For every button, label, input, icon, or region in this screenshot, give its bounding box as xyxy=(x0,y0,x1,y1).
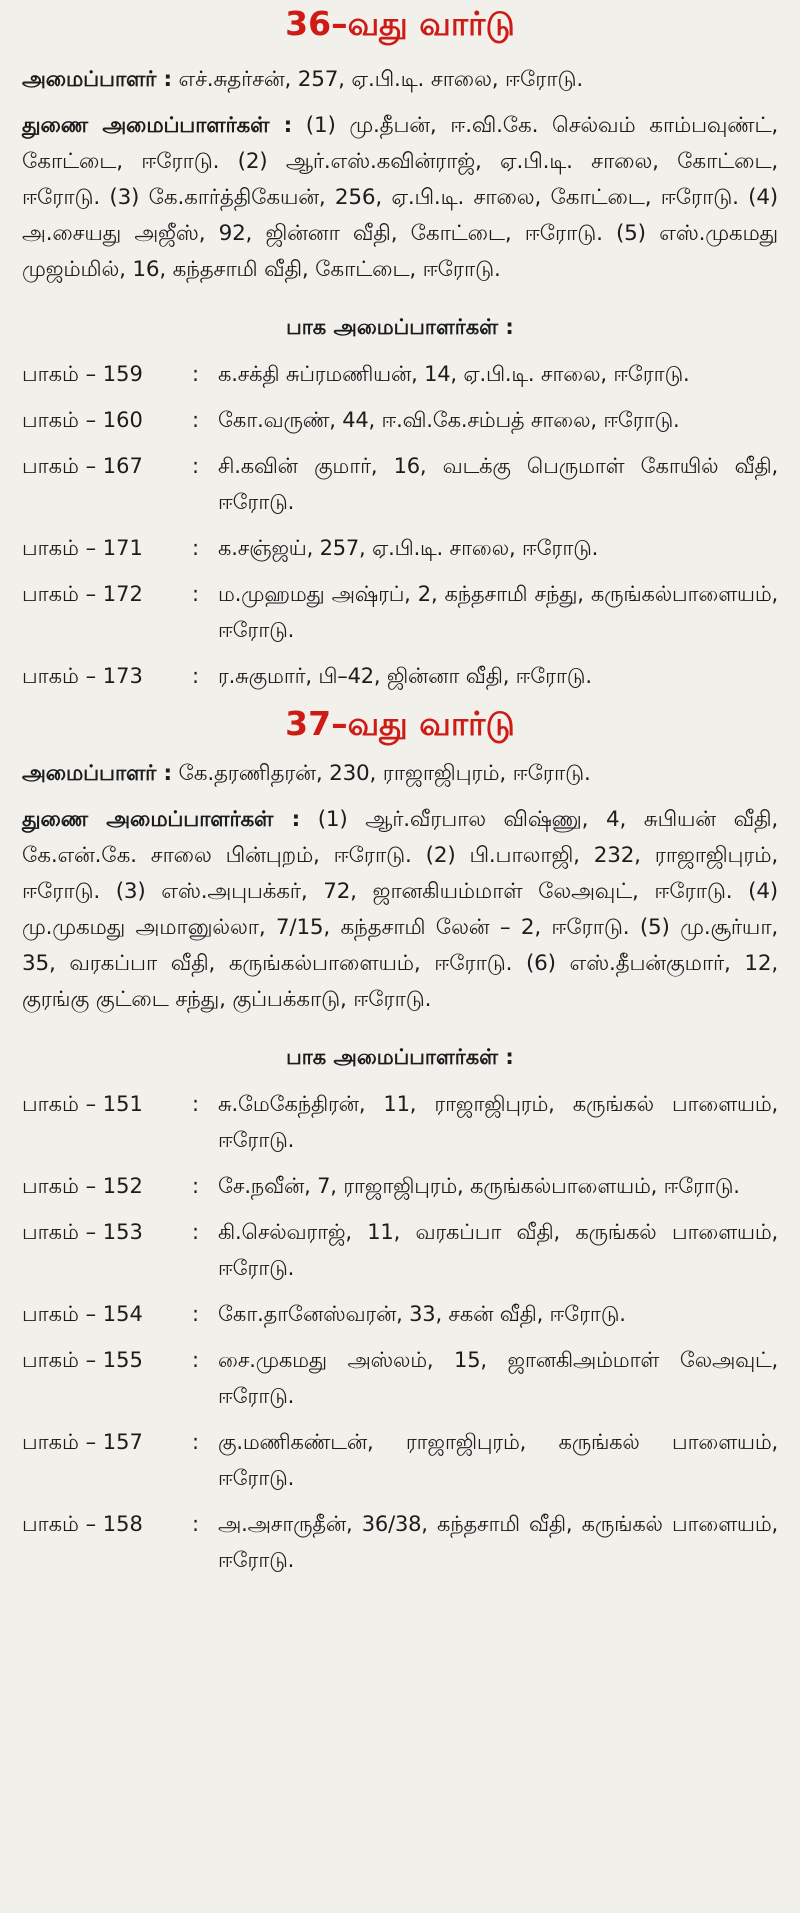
part-row xyxy=(22,658,778,694)
part-organizer: சே.நவீன், 7, ராஜாஜிபுரம், கருங்கல்பாளையம், ஈரோடு. xyxy=(218,1174,740,1198)
separator: : xyxy=(192,362,200,386)
part-number: பாகம் – 171 xyxy=(22,536,143,560)
deputies-label: துணை அமைப்பாளர்கள் : xyxy=(22,113,293,138)
separator: : xyxy=(192,1512,200,1536)
organizer-label: அமைப்பாளர் : xyxy=(22,67,172,92)
separator: : xyxy=(192,1302,200,1326)
separator: : xyxy=(192,582,200,606)
separator: : xyxy=(192,1430,200,1454)
ward-37-part-list xyxy=(22,1086,778,1578)
part-organizer: க.சஞ்ஜய், 257, ஏ.பி.டி. சாலை, ஈரோடு. xyxy=(218,536,599,560)
part-row xyxy=(22,1086,778,1158)
part-organizer: ம.முஹமது அஷ்ரப், 2, கந்தசாமி சந்து, கருங்கல்பாளையம், ஈரோடு. xyxy=(218,582,778,642)
ward-36-deputies xyxy=(22,108,778,288)
separator: : xyxy=(192,536,200,560)
part-row xyxy=(22,1214,778,1286)
part-row xyxy=(22,576,778,648)
deputies-label: துணை அமைப்பாளர்கள் : xyxy=(22,807,300,832)
ward-37-title: 37–வது வார்டு xyxy=(285,704,515,743)
separator: : xyxy=(192,1092,200,1116)
part-number: பாகம் – 157 xyxy=(22,1430,143,1454)
part-organizer: ர.சுகுமார், பி–42, ஜின்னா வீதி, ஈரோடு. xyxy=(218,664,592,688)
ward-36-part-organizers-heading: பாக அமைப்பாளர்கள் : xyxy=(286,315,514,339)
part-number: பாகம் – 172 xyxy=(22,582,143,606)
part-number: பாகம் – 167 xyxy=(22,454,143,478)
separator: : xyxy=(192,454,200,478)
part-organizer: கோ.வருண், 44, ஈ.வி.கே.சம்பத் சாலை, ஈரோடு. xyxy=(218,408,680,432)
part-organizer: அ.அசாருதீன், 36/38, கந்தசாமி வீதி, கருங்கல் பாளையம், ஈரோடு. xyxy=(218,1512,778,1572)
part-number: பாகம் – 159 xyxy=(22,362,143,386)
organizer-text: கே.தரணிதரன், 230, ராஜாஜிபுரம், ஈரோடு. xyxy=(178,761,591,786)
part-row xyxy=(22,1342,778,1414)
part-organizer: சு.மேகேந்திரன், 11, ராஜாஜிபுரம், கருங்கல் பாளையம், ஈரோடு. xyxy=(218,1092,778,1152)
part-row xyxy=(22,402,778,438)
part-organizer: கோ.தானேஸ்வரன், 33, சகன் வீதி, ஈரோடு. xyxy=(218,1302,626,1326)
part-number: பாகம் – 158 xyxy=(22,1512,143,1536)
part-number: பாகம் – 173 xyxy=(22,664,143,688)
part-row xyxy=(22,448,778,520)
organizer-label: அமைப்பாளர் : xyxy=(22,761,172,786)
ward-37-organizer xyxy=(22,756,778,792)
ward-37-part-organizers-heading: பாக அமைப்பாளர்கள் : xyxy=(286,1045,514,1069)
part-number: பாகம் – 151 xyxy=(22,1092,143,1116)
part-row xyxy=(22,1424,778,1496)
part-row xyxy=(22,1506,778,1578)
part-organizer: சை.முகமது அஸ்லம், 15, ஜானகிஅம்மாள் லேஅவுட், ஈரோடு. xyxy=(218,1348,778,1408)
part-organizer: க.சக்தி சுப்ரமணியன், 14, ஏ.பி.டி. சாலை, ஈரோடு. xyxy=(218,362,690,386)
organizer-text: எச்.சுதர்சன், 257, ஏ.பி.டி. சாலை, ஈரோடு. xyxy=(178,67,584,92)
ward-37-deputies xyxy=(22,802,778,1018)
ward-36-part-list xyxy=(22,356,778,694)
deputies-text: (1) ஆர்.வீரபால விஷ்ணு, 4, சுபியன் வீதி, கே.என்.கே. சாலை பின்புறம், ஈரோடு. (2) பி.பாலாஜி, 232, ராஜாஜிபுரம், ஈரோடு. (3) எஸ்.அபுபக்கர், 72, ஜானகியம்மாள் லேஅவுட், ஈரோடு. (4) மு.முகமது அமானுல்லா, 7/15, கந்தசாமி லேன் – 2, ஈரோடு. (5) மு.சூர்யா, 35, வரகப்பா வீதி, கருங்கல்பாளையம், ஈரோடு. (6) எஸ்.தீபன்குமார், 12, குரங்கு குட்டை சந்து, குப்பக்காடு, ஈரோடு. xyxy=(22,807,779,1012)
part-number: பாகம் – 152 xyxy=(22,1174,143,1198)
separator: : xyxy=(192,1220,200,1244)
separator: : xyxy=(192,664,200,688)
part-organizer: கு.மணிகண்டன், ராஜாஜிபுரம், கருங்கல் பாளையம், ஈரோடு. xyxy=(218,1430,778,1490)
part-number: பாகம் – 155 xyxy=(22,1348,143,1372)
separator: : xyxy=(192,1348,200,1372)
part-row xyxy=(22,1168,778,1204)
part-number: பாகம் – 153 xyxy=(22,1220,143,1244)
deputies-text: (1) மு.தீபன், ஈ.வி.கே. செல்வம் காம்பவுண்ட், கோட்டை, ஈரோடு. (2) ஆர்.எஸ்.கவின்ராஜ், ஏ.பி.டி. சாலை, கோட்டை, ஈரோடு. (3) கே.கார்த்திகேயன், 256, ஏ.பி.டி. சாலை, கோட்டை, ஈரோடு. (4) அ.சையது அஜீஸ், 92, ஜின்னா வீதி, கோட்டை, ஈரோடு. (5) எஸ்.முகமது முஜம்மில், 16, கந்தசாமி வீதி, கோட்டை, ஈரோடு. xyxy=(22,113,779,282)
part-number: பாகம் – 154 xyxy=(22,1302,143,1326)
part-organizer: கி.செல்வராஜ், 11, வரகப்பா வீதி, கருங்கல் பாளையம், ஈரோடு. xyxy=(218,1220,778,1280)
part-number: பாகம் – 160 xyxy=(22,408,143,432)
ward-36-title: 36–வது வார்டு xyxy=(285,4,515,43)
part-row xyxy=(22,1296,778,1332)
separator: : xyxy=(192,1174,200,1198)
part-row xyxy=(22,530,778,566)
separator: : xyxy=(192,408,200,432)
ward-36-organizer xyxy=(22,62,778,98)
part-row xyxy=(22,356,778,392)
part-organizer: சி.கவின் குமார், 16, வடக்கு பெருமாள் கோயில் வீதி, ஈரோடு. xyxy=(218,454,778,514)
